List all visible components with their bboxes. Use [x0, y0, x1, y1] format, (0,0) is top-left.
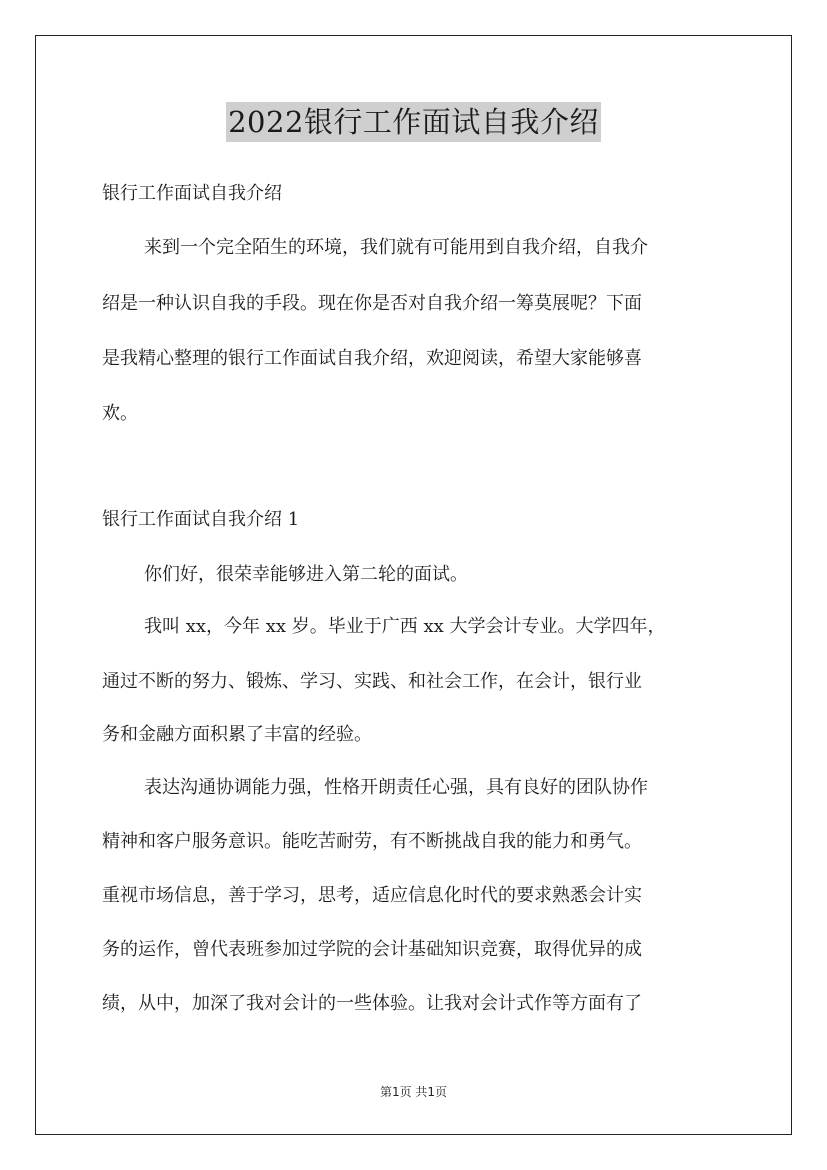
- document-title: 2022银行工作面试自我介绍: [226, 102, 601, 142]
- text-line: 我叫 xx，今年 xx 岁。毕业于广西 xx 大学会计专业。大学四年，: [144, 616, 666, 637]
- text-line: 绩，从中，加深了我对会计的一些体验。让我对会计式作等方面有了: [102, 993, 642, 1014]
- section-heading: 银行工作面试自我介绍: [102, 183, 282, 204]
- text-line: 务和金融方面积累了丰富的经验。: [102, 724, 372, 745]
- text-line: 你们好，很荣幸能够进入第二轮的面试。: [144, 564, 468, 585]
- section-heading-1: 银行工作面试自我介绍 1: [102, 509, 300, 530]
- text-line: 来到一个完全陌生的环境，我们就有可能用到自我介绍，自我介: [144, 237, 648, 258]
- page-number-footer: 第1页 共1页: [379, 1085, 448, 1099]
- text-line: 精神和客户服务意识。能吃苦耐劳，有不断挑战自我的能力和勇气。: [102, 831, 642, 852]
- text-line: 表达沟通协调能力强，性格开朗责任心强，具有良好的团队协作: [144, 777, 648, 798]
- text-line: 务的运作，曾代表班参加过学院的会计基础知识竞赛，取得优异的成: [102, 939, 642, 960]
- text-line: 绍是一种认识自我的手段。现在你是否对自我介绍一筹莫展呢？下面: [102, 293, 642, 314]
- text-line: 欢。: [102, 403, 138, 424]
- text-line: 重视市场信息，善于学习，思考，适应信息化时代的要求熟悉会计实: [102, 885, 642, 906]
- text-line: 通过不断的努力、锻炼、学习、实践、和社会工作，在会计，银行业: [102, 671, 642, 692]
- title-container: [0, 102, 827, 142]
- text-line: 是我精心整理的银行工作面试自我介绍，欢迎阅读，希望大家能够喜: [102, 348, 642, 369]
